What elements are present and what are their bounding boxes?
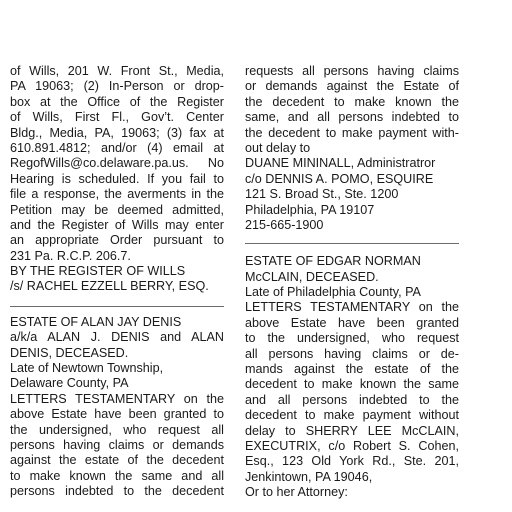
text-line: box at the Office of the Register bbox=[10, 94, 224, 109]
text-line: RegofWills@co.delaware.pa.us. No bbox=[10, 156, 224, 171]
text-line: a/k/a ALAN J. DENIS and ALAN bbox=[10, 330, 224, 345]
text-line: of Wills, 201 W. Front St., Media, bbox=[10, 64, 224, 78]
text-line: Bldg., Media, PA, 19063; (3) fax at bbox=[10, 125, 224, 140]
text-line: 231 Pa. R.C.P. 206.7. bbox=[10, 248, 131, 263]
text-line: decedent to make payment without bbox=[245, 408, 459, 423]
text-line: Late of Newtown Township, bbox=[10, 361, 164, 376]
text-line: Petition may be deemed admitted, bbox=[10, 202, 224, 217]
text-line: and all persons indebted to the bbox=[245, 392, 459, 407]
text-line: Philadelphia, PA 19107 bbox=[245, 202, 375, 217]
text-line: Jenkintown, PA 19046, bbox=[245, 469, 373, 484]
text-line: the undersigned, who request all bbox=[10, 422, 224, 437]
text-line: the decedent to make known the bbox=[245, 94, 459, 109]
text-line: against the estate of the decedent bbox=[10, 453, 224, 468]
notice-divider bbox=[10, 306, 224, 307]
text-line: to the undersigned, who request bbox=[245, 331, 459, 346]
estate-of-alan-jay-denis-notice bbox=[10, 315, 224, 500]
text-line: requests all persons having claims bbox=[245, 64, 459, 78]
text-line: Hearing is scheduled. If you fail to bbox=[10, 171, 224, 186]
text-line: Or to her Attorney: bbox=[245, 485, 348, 500]
text-line: LETTERS TESTAMENTARY on the bbox=[10, 391, 224, 406]
text-line: LETTERS TESTAMENTARY on the bbox=[245, 300, 459, 315]
text-line: BY THE REGISTER OF WILLS bbox=[10, 264, 186, 279]
text-line: the decedent to make payment with- bbox=[245, 125, 459, 140]
text-line: out delay to bbox=[245, 140, 311, 155]
text-line: above Estate have been granted bbox=[245, 315, 459, 330]
text-line: mands against the estate of the bbox=[245, 362, 459, 377]
text-line: 215-665-1900 bbox=[245, 217, 324, 232]
text-line: to make known the same and all bbox=[10, 468, 224, 483]
register-of-wills-notice bbox=[10, 64, 224, 295]
text-line: all persons having claims or de- bbox=[245, 346, 459, 361]
text-line: Esq., 123 Old York Rd., Ste. 201, bbox=[245, 454, 459, 469]
text-line: DUANE MININALL, Administratror bbox=[245, 156, 436, 171]
right-column bbox=[245, 64, 459, 501]
text-line: decedent to make known the same bbox=[245, 377, 459, 392]
text-line: Delaware County, PA bbox=[10, 376, 129, 391]
text-line: Late of Philadelphia County, PA bbox=[245, 285, 421, 300]
text-line: persons having claims or demands bbox=[10, 437, 224, 452]
estate-of-edgar-norman-mcclain-notice bbox=[245, 254, 459, 500]
text-line: same, and all persons indebted to bbox=[245, 110, 459, 125]
left-column bbox=[10, 64, 224, 500]
text-line: and the Register of Wills may enter bbox=[10, 217, 224, 232]
text-line: McCLAIN, DECEASED. bbox=[245, 269, 379, 284]
text-line: delay to SHERRY LEE McCLAIN, bbox=[245, 423, 459, 438]
text-line: EXECUTRIX, c/o Robert S. Cohen, bbox=[245, 438, 459, 453]
text-line: file a response, the averments in the bbox=[10, 187, 224, 202]
estate-notice-continued bbox=[245, 64, 459, 233]
text-line: 610.891.4812; and/or (4) email at bbox=[10, 140, 224, 155]
text-line: above Estate have been granted to bbox=[10, 407, 224, 422]
text-line: /s/ RACHEL EZZELL BERRY, ESQ. bbox=[10, 279, 209, 294]
text-line: 121 S. Broad St., Ste. 1200 bbox=[245, 187, 399, 202]
text-line: of Wills, First Fl., Gov’t. Center bbox=[10, 110, 224, 125]
text-line: ESTATE OF ALAN JAY DENIS bbox=[10, 314, 182, 329]
notice-divider bbox=[245, 243, 459, 244]
text-line: c/o DENNIS A. POMO, ESQUIRE bbox=[245, 171, 434, 186]
text-line: PA 19063; (2) In-Person or drop- bbox=[10, 79, 224, 94]
text-line: ESTATE OF EDGAR NORMAN bbox=[245, 254, 421, 269]
text-line: or demands against the Estate of bbox=[245, 79, 459, 94]
text-line: DENIS, DECEASED. bbox=[10, 345, 129, 360]
text-line: persons indebted to the decedent bbox=[10, 484, 224, 499]
text-line: an appropriate Order pursuant to bbox=[10, 233, 224, 248]
